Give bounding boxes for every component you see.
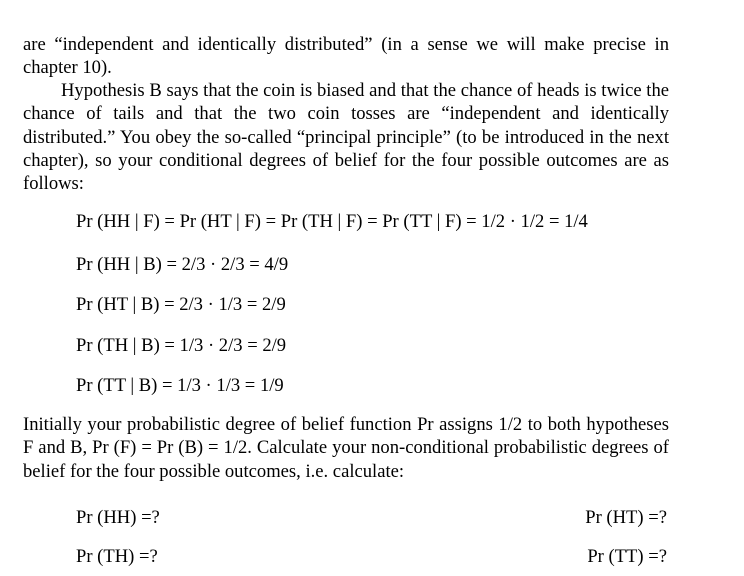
equation-th-given-b: Pr (TH | B) = 1/3 · 2/3 = 2/9 bbox=[76, 335, 287, 356]
equation-tt-given-b: Pr (TT | B) = 1/3 · 1/3 = 1/9 bbox=[76, 375, 284, 396]
paragraph-hypothesis-b bbox=[23, 79, 669, 195]
question-pr-th: Pr (TH) =? bbox=[76, 546, 158, 567]
paragraph-iid-continuation bbox=[23, 33, 669, 80]
equation-ht-given-b: Pr (HT | B) = 2/3 · 1/3 = 2/9 bbox=[76, 294, 286, 315]
paragraph-text: are “independent and identically distributed” (in a sense we will make precise in chapter 10). bbox=[23, 34, 669, 79]
paragraph-text: Initially your probabilistic degree of belief function Pr assigns 1/2 to both hypotheses F and B, Pr (F) = Pr (B) = 1/2. Calculate your non-conditional probabilistic degrees of belief for the four possible outcomes, i.e. calculate: bbox=[23, 414, 669, 482]
equation-fair-coin: Pr (HH | F) = Pr (HT | F) = Pr (TH | F) = Pr (TT | F) = 1/2 · 1/2 = 1/4 bbox=[76, 211, 588, 232]
question-pr-tt: Pr (TT) =? bbox=[587, 546, 667, 567]
question-pr-ht: Pr (HT) =? bbox=[585, 507, 667, 528]
equation-hh-given-b: Pr (HH | B) = 2/3 · 2/3 = 4/9 bbox=[76, 254, 289, 275]
paragraph-text: Hypothesis B says that the coin is biased and that the chance of heads is twice the chance of tails and that the two coin tosses are “independent and identically distributed.” You obey the so-called “principal principle” (to be introduced in the next chapter), so your conditional degrees of belief for the four possible outcomes are as follows: bbox=[23, 80, 669, 195]
question-pr-hh: Pr (HH) =? bbox=[76, 507, 160, 528]
paragraph-task bbox=[23, 413, 669, 483]
